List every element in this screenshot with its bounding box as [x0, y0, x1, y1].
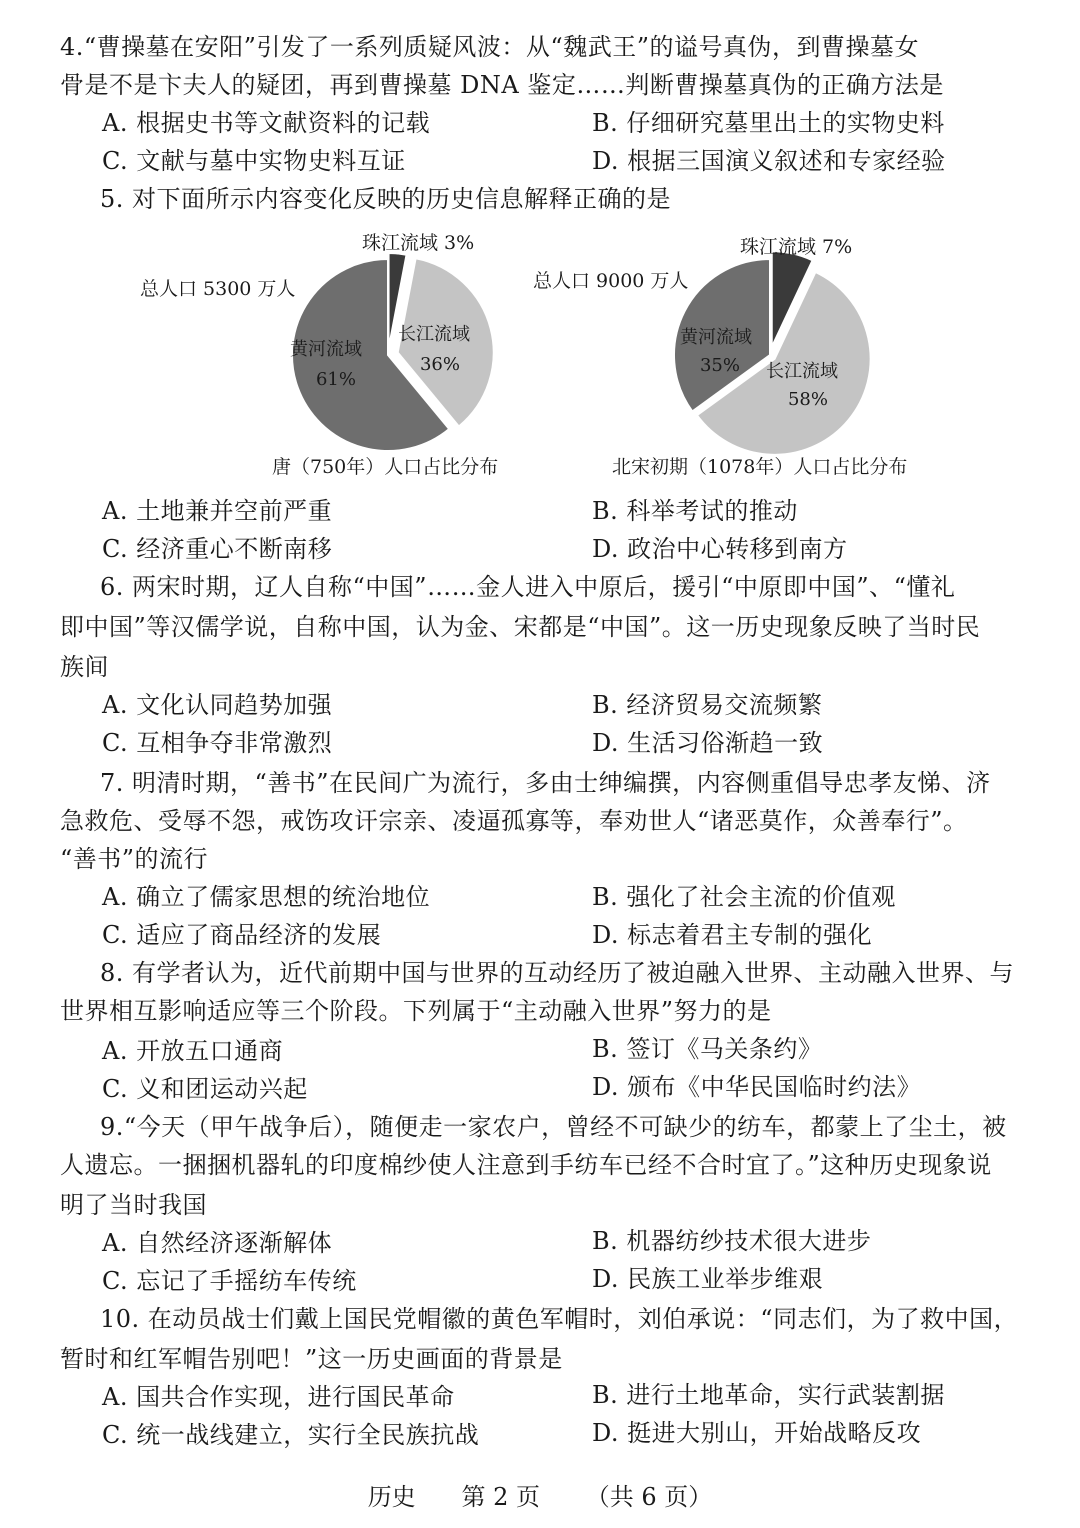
q9-line-3: 明了当时我国 [60, 1191, 207, 1219]
pie-charts-svg [0, 225, 1080, 485]
pie1-value-3: 61% [315, 369, 357, 390]
q7-line-1: 7. 明清时期，“善书”在民间广为流行，多由士绅编撰，内容侧重倡导忠孝友悌、济 [100, 769, 991, 797]
q4-option-d: D. 根据三国演义叙述和专家经验 [592, 147, 946, 175]
pie1-label-2: 长江流域 [398, 324, 470, 345]
page-footer [0, 1480, 1080, 1514]
q10-option-b: B. 进行土地革命，实行武装割据 [592, 1381, 945, 1409]
q5-option-d: D. 政治中心转移到南方 [592, 535, 848, 563]
q8-option-a: A. 开放五口通商 [102, 1037, 284, 1065]
q8-option-c: C. 义和团运动兴起 [102, 1075, 308, 1103]
q10-line-2: 暂时和红军帽告别吧！”这一历史画面的背景是 [60, 1345, 563, 1373]
q10-line-1: 10. 在动员战士们戴上国民党帽徽的黄色军帽时，刘伯承说：“同志们，为了救中国， [100, 1305, 1019, 1333]
q9-option-c: C. 忘记了手摇纺车传统 [102, 1267, 357, 1295]
q6-option-b: B. 经济贸易交流频繁 [592, 691, 823, 719]
pie1-total-label: 总人口 5300 万人 [140, 278, 296, 300]
pie2-label-2: 长江流域 [766, 361, 838, 382]
q7-option-a: A. 确立了儒家思想的统治地位 [102, 883, 431, 911]
q6-line-3: 族间 [60, 653, 109, 681]
q8-line-1: 8. 有学者认为，近代前期中国与世界的互动经历了被迫融入世界、主动融入世界、与 [100, 959, 1015, 987]
q5-option-a: A. 土地兼并空前严重 [102, 497, 333, 525]
q6-line-2: 即中国”等汉儒学说，自称中国，认为金、宋都是“中国”。这一历史现象反映了当时民 [60, 613, 981, 641]
q4-line-1: 4.“曹操墓在安阳”引发了一系列质疑风波：从“魏武王”的谥号真伪，到曹操墓女 [60, 33, 919, 61]
q6-option-d: D. 生活习俗渐趋一致 [592, 729, 824, 757]
q10-option-a: A. 国共合作实现，进行国民革命 [102, 1383, 455, 1411]
q7-option-d: D. 标志着君主专制的强化 [592, 921, 873, 949]
pie1-label-3: 黄河流域 [290, 339, 362, 360]
pie2-value-2: 58% [787, 389, 829, 410]
pie1-label-1: 珠江流域 3% [362, 232, 475, 254]
pie2-title: 北宋初期（1078年）人口占比分布 [612, 456, 908, 478]
pie1-value-2: 36% [419, 354, 461, 375]
q9-option-d: D. 民族工业举步维艰 [592, 1265, 824, 1293]
population-pie-charts [0, 225, 1080, 485]
pie2-value-3: 35% [699, 355, 741, 376]
q4-option-a: A. 根据史书等文献资料的记载 [102, 109, 431, 137]
q9-option-b: B. 机器纺纱技术很大进步 [592, 1227, 872, 1255]
q4-line-2: 骨是不是卞夫人的疑团，再到曹操墓 DNA 鉴定……判断曹操墓真伪的正确方法是 [60, 71, 944, 99]
q8-line-2: 世界相互影响适应等三个阶段。下列属于“主动融入世界”努力的是 [60, 997, 772, 1025]
q5-option-c: C. 经济重心不断南移 [102, 535, 333, 563]
q8-option-d: D. 颁布《中华民国临时约法》 [592, 1073, 922, 1101]
q10-option-d: D. 挺进大别山，开始战略反攻 [592, 1419, 922, 1447]
q7-line-2: 急救危、受辱不怨，戒饬攻讦宗亲、凌逼孤寡等，奉劝世人“诸恶莫作，众善奉行”。 [60, 807, 968, 835]
footer-total: （共 6 页） [585, 1483, 713, 1511]
q8-option-b: B. 签订《马关条约》 [592, 1035, 823, 1063]
q10-option-c: C. 统一战线建立，实行全民族抗战 [102, 1421, 480, 1449]
footer-page: 第 2 页 [461, 1483, 540, 1511]
q6-option-a: A. 文化认同趋势加强 [102, 691, 333, 719]
pie2-label-3: 黄河流域 [680, 327, 752, 348]
footer-subject: 历史 [367, 1483, 416, 1511]
q9-option-a: A. 自然经济逐渐解体 [102, 1229, 333, 1257]
q7-line-3: “善书”的流行 [60, 845, 209, 873]
q4-option-b: B. 仔细研究墓里出土的实物史料 [592, 109, 945, 137]
q9-line-2: 人遗忘。一捆捆机器轧的印度棉纱使人注意到手纺车已经不合时宜了。”这种历史现象说 [60, 1151, 992, 1179]
q7-option-b: B. 强化了社会主流的价值观 [592, 883, 896, 911]
q7-option-c: C. 适应了商品经济的发展 [102, 921, 382, 949]
q4-option-c: C. 文献与墓中实物史料互证 [102, 147, 406, 175]
q6-option-c: C. 互相争夺非常激烈 [102, 729, 333, 757]
pie1-title: 唐（750年）人口占比分布 [272, 456, 499, 478]
q5-option-b: B. 科举考试的推动 [592, 497, 798, 525]
pie2-total-label: 总人口 9000 万人 [533, 270, 689, 292]
pie2-label-1: 珠江流域 7% [740, 236, 853, 258]
q6-line-1: 6. 两宋时期，辽人自称“中国”……金人进入中原后，援引“中原即中国”、“懂礼 [100, 573, 956, 601]
q9-line-1: 9.“今天（甲午战争后），随便走一家农户，曾经不可缺少的纺车，都蒙上了尘土，被 [100, 1113, 1007, 1141]
q5-line-1: 5. 对下面所示内容变化反映的历史信息解释正确的是 [100, 185, 672, 213]
